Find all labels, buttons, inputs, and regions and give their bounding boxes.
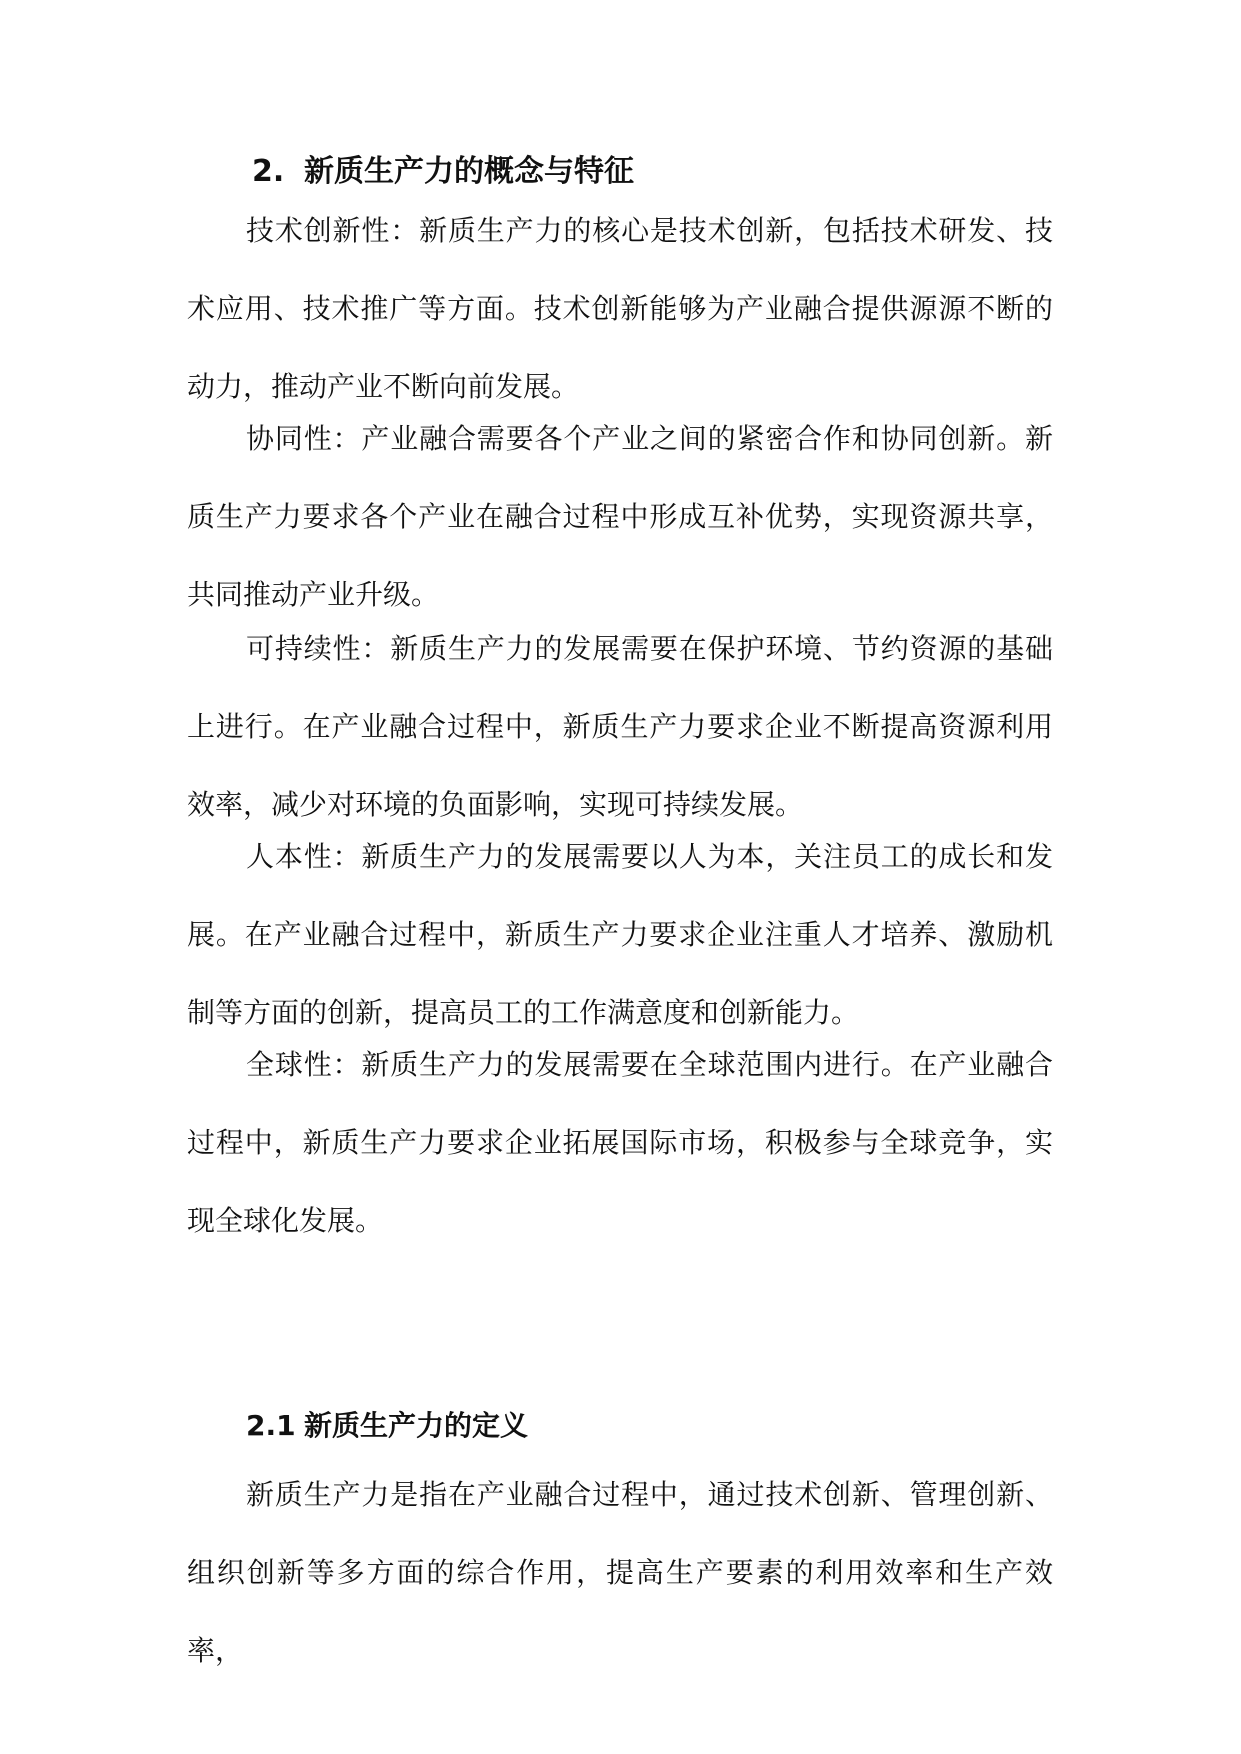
paragraph-globality: 全球性：新质生产力的发展需要在全球范围内进行。在产业融合过程中，新质生产力要求企业拓展国际市场，积极参与全球竞争，实现全球化发展。 (187, 1048, 1053, 1237)
paragraph-sustainability: 可持续性：新质生产力的发展需要在保护环境、节约资源的基础上进行。在产业融合过程中，新质生产力要求企业不断提高资源利用效率，减少对环境的负面影响，实现可持续发展。 (187, 632, 1053, 821)
paragraph-definition: 新质生产力是指在产业融合过程中，通过技术创新、管理创新、组织创新等多方面的综合作用，提高生产要素的利用效率和生产效率， (187, 1478, 1053, 1667)
subsection-title: 新质生产力的定义 (304, 1409, 529, 1442)
subsection-heading (246, 1404, 528, 1448)
subsection-number: 2.1 (246, 1409, 296, 1442)
section-number: 2. (252, 154, 285, 189)
paragraph-synergy: 协同性：产业融合需要各个产业之间的紧密合作和协同创新。新质生产力要求各个产业在融合过程中形成互补优势，实现资源共享，共同推动产业升级。 (187, 422, 1053, 611)
paragraph-technical-innovation: 技术创新性：新质生产力的核心是技术创新，包括技术研发、技术应用、技术推广等方面。技术创新能够为产业融合提供源源不断的动力，推动产业不断向前发展。 (187, 214, 1053, 403)
section-title: 新质生产力的概念与特征 (304, 154, 634, 189)
paragraph-people-oriented: 人本性：新质生产力的发展需要以人为本，关注员工的成长和发展。在产业融合过程中，新质生产力要求企业注重人才培养、激励机制等方面的创新，提高员工的工作满意度和创新能力。 (187, 840, 1053, 1029)
section-heading (252, 148, 634, 196)
